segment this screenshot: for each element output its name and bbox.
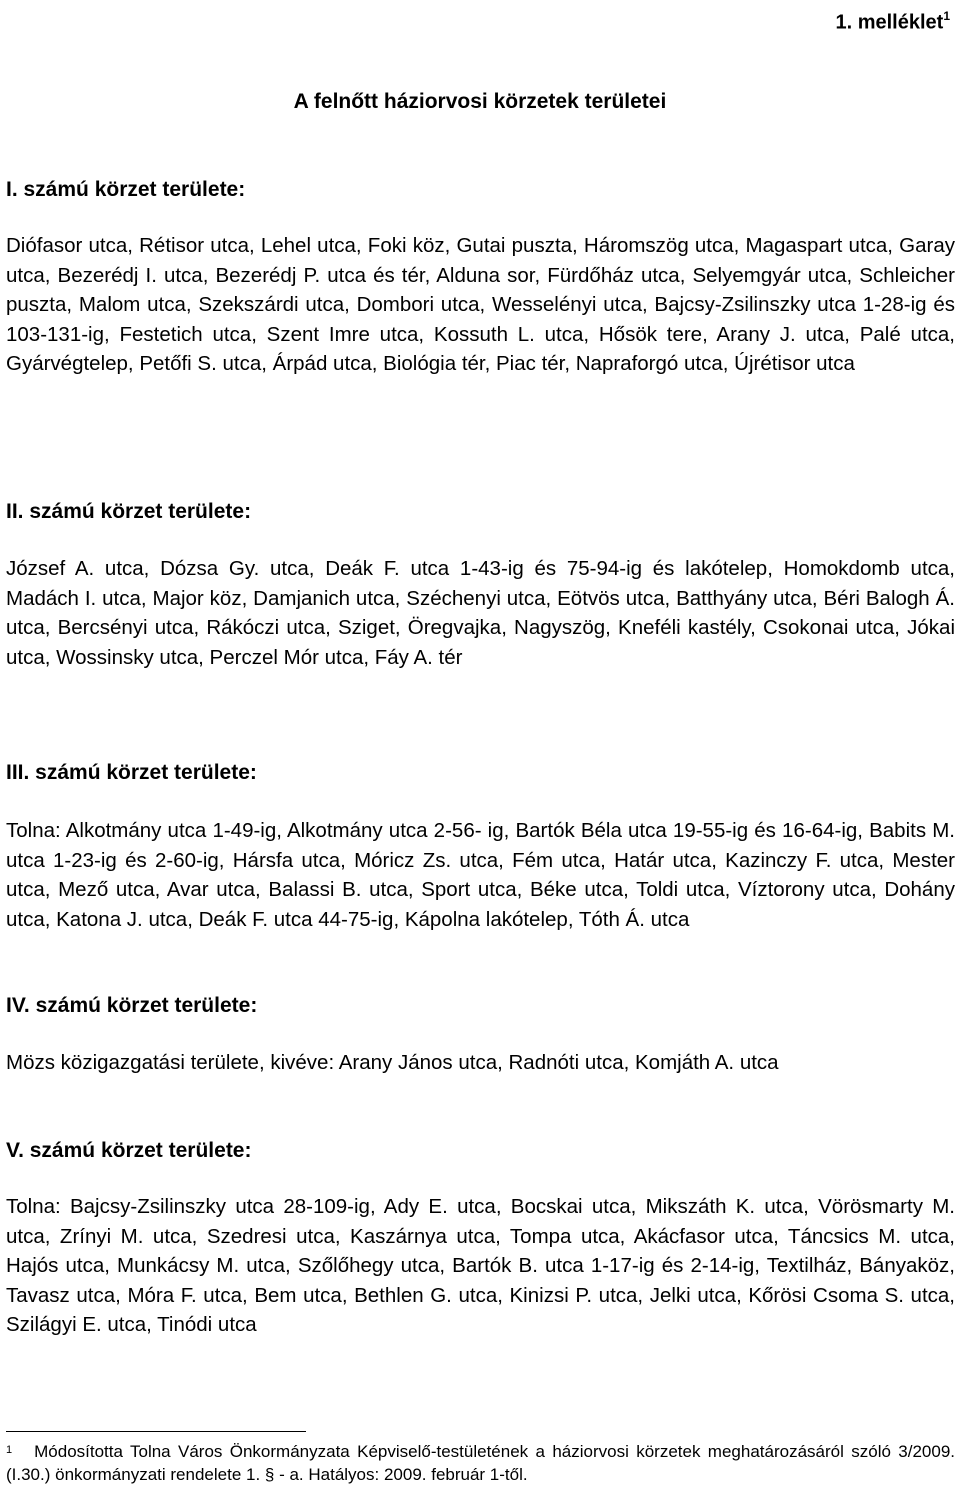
footnote-number: 1	[6, 1444, 13, 1456]
section-1-body: Diófasor utca, Rétisor utca, Lehel utca, Foki köz, Gutai puszta, Háromszög utca, Magaspart utca, Garay utca, Bezerédj I. utca, Bezerédj P. utca és tér, Alduna sor, Fürdőház utca, Selyemgyár utca, Schleicher puszta, Malom utca, Szekszárdi utca, Dombori utca, Wesselényi utca, Bajcsy-Zsilinszky utca 1-28-ig és 103-131-ig, Festetich utca, Szent Imre utca, Kossuth L. utca, Hősök tere, Arany J. utca, Palé utca, Gyárvégtelep, Petőfi S. utca, Árpád utca, Biológia tér, Piac tér, Napraforgó utca, Újrétisor utca	[6, 234, 955, 376]
footnote	[6, 1440, 955, 1486]
section-2-body: József A. utca, Dózsa Gy. utca, Deák F. utca 1-43-ig és 75-94-ig és lakótelep, Homokdomb utca, Madách I. utca, Major köz, Damjanich utca, Széchenyi utca, Eötvös utca, Batthyány utca, Béri Balogh Á. utca, Bercsényi utca, Rákóczi utca, Sziget, Öregvajka, Nagyszög, Kneféli kastély, Csokonai utca, Jókai utca, Wossinsky utca, Perczel Mór utca, Fáy A. tér	[6, 557, 955, 669]
footnote-text: Módosította Tolna Város Önkormányzata Képviselő-testületének a háziorvosi körzetek meghatározásáról szóló 3/2009. (I.30.) önkormányzati rendelete 1. § - a. Hatályos: 2009. február 1-től.	[6, 1442, 955, 1484]
section-3-title: III. számú körzet területe:	[6, 761, 257, 784]
footnote-separator	[6, 1431, 306, 1432]
footnote-reference[interactable]: 1	[943, 9, 950, 23]
section-5-title: V. számú körzet területe:	[6, 1139, 252, 1162]
section-1-title: I. számú körzet területe:	[6, 178, 246, 201]
annex-label	[835, 4, 950, 36]
section-5-body: Tolna: Bajcsy-Zsilinszky utca 28-109-ig, Ady E. utca, Bocskai utca, Mikszáth K. utca, Vörösmarty M. utca, Zrínyi M. utca, Szedresi utca, Kaszárnya utca, Tompa utca, Akácfasor utca, Táncsics M. utca, Hajós utca, Munkácsy M. utca, Szőlőhegy utca, Bartók B. utca 1-17-ig és 2-14-ig, Textilház, Bányaköz, Tavasz utca, Móra F. utca, Bem utca, Bethlen G. utca, Kinizsi P. utca, Jelki utca, Kőrösi Csoma S. utca, Szilágyi E. utca, Tinódi utca	[6, 1195, 955, 1337]
document-title: A felnőtt háziorvosi körzetek területei	[293, 90, 667, 113]
section-2-title: II. számú körzet területe:	[6, 500, 252, 523]
section-4-body: Mözs közigazgatási területe, kivéve: Arany János utca, Radnóti utca, Komjáth A. utca	[6, 1051, 779, 1074]
section-4-title: IV. számú körzet területe:	[6, 994, 258, 1017]
annex-label-text: 1. melléklet	[835, 11, 944, 34]
section-3-body: Tolna: Alkotmány utca 1-49-ig, Alkotmány utca 2-56- ig, Bartók Béla utca 19-55-ig és 16-64-ig, Babits M. utca 1-23-ig és 2-60-ig, Hársfa utca, Móricz Zs. utca, Fém utca, Határ utca, Kazinczy F. utca, Mester utca, Mező utca, Avar utca, Balassi B. utca, Sport utca, Béke utca, Toldi utca, Víztorony utca, Dohány utca, Katona J. utca, Deák F. utca 44-75-ig, Kápolna lakótelep, Tóth Á. utca	[6, 819, 955, 931]
